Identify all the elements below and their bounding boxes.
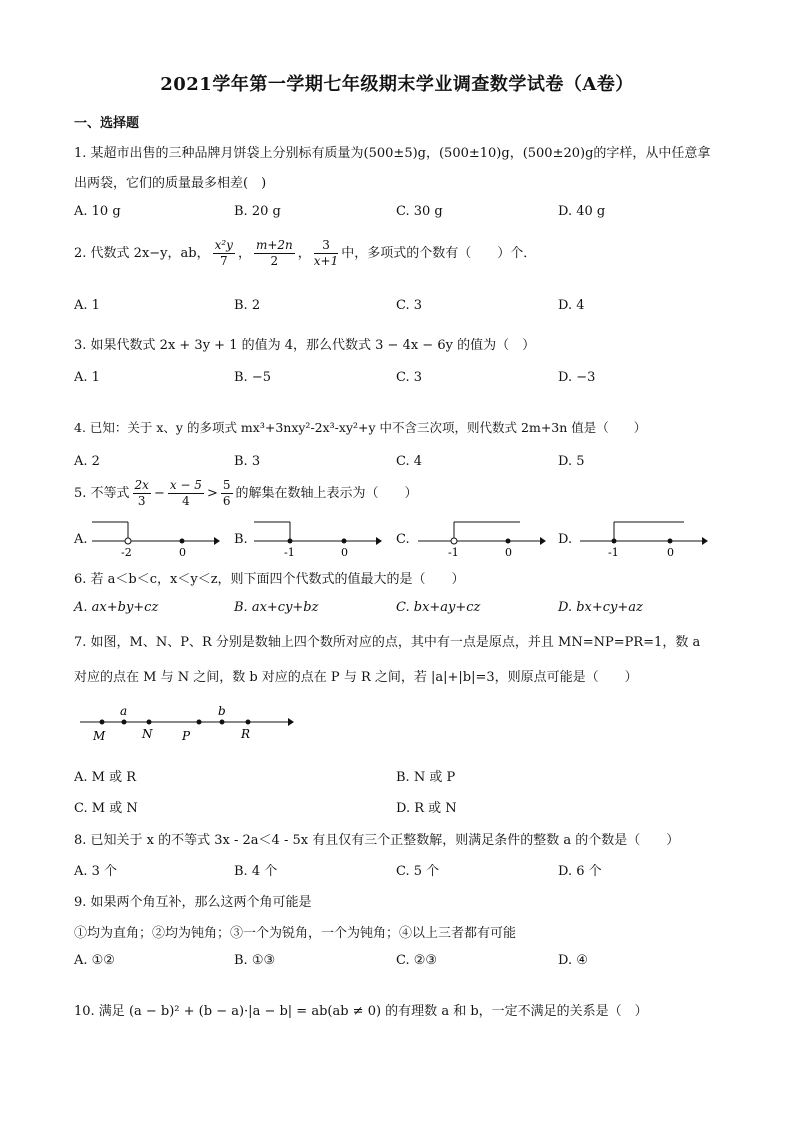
q8-option-a: A. 3 个 <box>74 864 118 879</box>
q5-option-c-label: C. <box>396 532 410 547</box>
q5-minus: − <box>153 486 165 501</box>
q1-option-c: C. 30 g <box>396 204 443 219</box>
q7-text-line1: 7. 如图，M、N、P、R 分别是数轴上四个数所对应的点，其中有一点是原点，并且 MN=NP=PR=1，数 a <box>74 635 701 650</box>
q8-option-b: B. 4 个 <box>234 864 278 879</box>
q1-text-line1: 1. 某超市出售的三种品牌月饼袋上分别标有质量为(500±5)g，(500±10)g，(500±20)g的字样，从中任意拿 <box>74 146 711 161</box>
q2-fraction-3: $\frac{3}{x+1}$ <box>313 238 339 268</box>
section-heading-choice: 一、选择题 <box>74 116 140 131</box>
q6-text: 6. 若 a＜b＜c，x＜y＜z，则下面四个代数式的值最大的是（ ） <box>74 572 465 587</box>
q7-option-c: C. M 或 N <box>74 801 138 816</box>
q7-option-d: D. R 或 N <box>396 801 457 816</box>
q5-gt: > <box>206 486 218 501</box>
q5-option-b-numberline <box>250 518 382 562</box>
q8-text: 8. 已知关于 x 的不等式 3x - 2a＜4 - 5x 有且仅有三个正整数解，则满足条件的整数 a 的个数是（ ） <box>74 833 680 848</box>
q6-option-d: D. bx+cy+az <box>558 600 643 615</box>
q2-fraction-1: $\frac{\text{x²y}}{7}$ <box>214 238 233 268</box>
q9-option-b: B. ①③ <box>234 953 276 968</box>
q5-prefix: 5. 不等式 <box>74 486 130 501</box>
q5-fraction-3: $\frac{5}{6}$ <box>222 478 231 508</box>
q5-c-tick-label-1: -1 <box>448 546 459 559</box>
q7-point-a <box>122 720 127 725</box>
q5-d-tick-label-2: 0 <box>667 546 674 559</box>
page-title: 2021学年第一学期七年级期末学业调查数学试卷（A卷） <box>160 74 634 95</box>
q4-option-d: D. 5 <box>558 454 585 469</box>
q2-fraction-2: $\frac{m+2n}{2}$ <box>255 238 293 268</box>
q7-text-line2: 对应的点在 M 与 N 之间，数 b 对应的点在 P 与 R 之间，若 |a|+|b|=3，则原点可能是（ ） <box>74 670 638 685</box>
q7-number-line <box>78 700 300 746</box>
q4-option-c: C. 4 <box>396 454 423 469</box>
q7-option-b: B. N 或 P <box>396 770 456 785</box>
q7-label-b: b <box>218 704 226 718</box>
q7-label-r: R <box>241 727 251 741</box>
q2-suffix: 中，多项式的个数有（ ）个． <box>341 246 537 261</box>
q5-option-d-label: D. <box>558 532 573 547</box>
q9-statements: ①均为直角；②均为钝角；③一个为锐角，一个为钝角；④以上三者都有可能 <box>74 926 517 941</box>
q1-option-a: A. 10 g <box>74 204 121 219</box>
q8-option-c: C. 5 个 <box>396 864 440 879</box>
q7-point-n <box>147 720 152 725</box>
q2-option-b: B. 2 <box>234 298 261 313</box>
q6-option-a: A. ax+by+cz <box>74 600 159 615</box>
q1-option-b: B. 20 g <box>234 204 281 219</box>
q6-option-c: C. bx+ay+cz <box>396 600 481 615</box>
q6-option-b: B. ax+cy+bz <box>234 600 319 615</box>
q8-option-d: D. 6 个 <box>558 864 602 879</box>
q3-option-c: C. 3 <box>396 370 423 385</box>
q7-option-a: A. M 或 R <box>74 770 137 785</box>
q2-option-d: D. 4 <box>558 298 585 313</box>
q5-option-b-label: B. <box>234 532 248 547</box>
q5-option-c-numberline <box>414 518 546 562</box>
q5-option-d-numberline <box>576 518 708 562</box>
q5-option-a-label: A. <box>74 532 88 547</box>
q5-a-tick-label-2: 0 <box>179 546 186 559</box>
q4-option-b: B. 3 <box>234 454 261 469</box>
q5-c-tick-label-2: 0 <box>505 546 512 559</box>
q2-option-a: A. 1 <box>74 298 100 313</box>
q5-b-tick-label-1: -1 <box>284 546 295 559</box>
q7-point-m <box>100 720 105 725</box>
q2-text: 2. 代数式 2x−y，ab， $\frac{\text{x²y}}{7}$ ， $\frac{m+2n}{2}$ ， $\frac{3}{x+1}$ 中，多项式的个数有（ ）个． <box>74 238 537 268</box>
q3-option-a: A. 1 <box>74 370 100 385</box>
q7-label-p: P <box>182 729 191 743</box>
q1-text-line2: 出两袋，它们的质量最多相差( ) <box>74 176 267 191</box>
q5-fraction-1: $\frac{2x}{3}$ <box>134 478 149 508</box>
q9-option-a: A. ①② <box>74 953 115 968</box>
q9-option-c: C. ②③ <box>396 953 438 968</box>
q7-label-m: M <box>93 729 106 743</box>
q7-label-a: a <box>120 704 128 718</box>
q3-option-b: B. −5 <box>234 370 271 385</box>
q5-a-tick-label-1: -2 <box>121 546 132 559</box>
q5-fraction-2: $\frac{x - 5}{4}$ <box>169 478 202 508</box>
q7-label-n: N <box>142 727 153 741</box>
q5-text <box>74 478 418 509</box>
q5-d-tick-label-1: -1 <box>608 546 619 559</box>
q3-option-d: D. −3 <box>558 370 596 385</box>
q4-text: 4. 已知：关于 x、y 的多项式 mx³+3nxy²-2x³-xy²+y 中不含三次项，则代数式 2m+3n 值是（ ） <box>74 420 647 435</box>
q2-prefix: 2. 代数式 2x−y，ab， <box>74 246 210 261</box>
q2-option-c: C. 3 <box>396 298 423 313</box>
q4-option-a: A. 2 <box>74 454 100 469</box>
q5-suffix: 的解集在数轴上表示为（ ） <box>235 486 418 501</box>
q7-point-r <box>246 720 251 725</box>
q9-option-d: D. ④ <box>558 953 588 968</box>
q3-text: 3. 如果代数式 2x + 3y + 1 的值为 4，那么代数式 3 − 4x − 6y 的值为（ ） <box>74 338 536 353</box>
q5-b-tick-label-2: 0 <box>341 546 348 559</box>
q7-point-p <box>197 720 202 725</box>
q5-option-a-numberline <box>88 518 220 562</box>
q9-text: 9. 如果两个角互补，那么这两个角可能是 <box>74 895 312 910</box>
q10-text: 10. 满足 (a − b)² + (b − a)·|a − b| = ab(ab ≠ 0) 的有理数 a 和 b，一定不满足的关系是（ ） <box>74 1004 648 1019</box>
q7-point-b <box>220 720 225 725</box>
q1-option-d: D. 40 g <box>558 204 606 219</box>
